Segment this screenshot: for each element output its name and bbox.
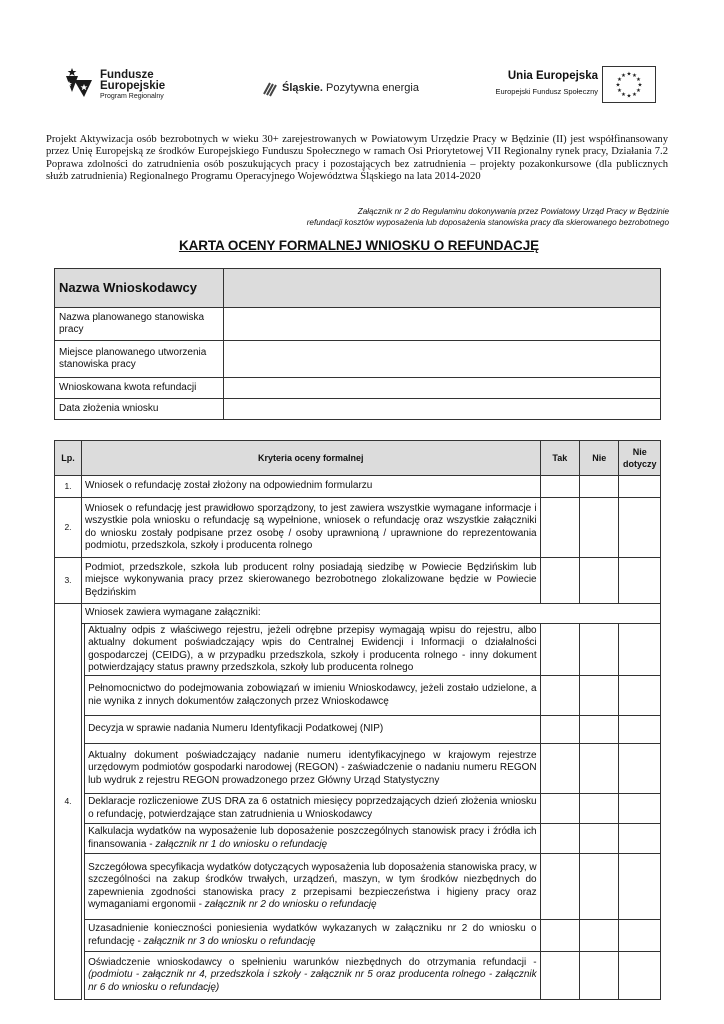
- no-header: Nie: [580, 441, 619, 476]
- attachment-text-plain: Oświadczenie wnioskodawcy o spełnieniu warunków niezbędnych do otrzymania refundacji -: [88, 957, 537, 969]
- attachment-na-cell[interactable]: [619, 744, 661, 794]
- eu-flag-icon: [602, 66, 656, 103]
- na-header: Nie dotyczy: [619, 441, 661, 476]
- fe-line-3: Program Regionalny: [100, 93, 164, 100]
- criteria-row-4-intro: [55, 604, 661, 624]
- date-field[interactable]: [224, 399, 661, 420]
- attachment-na-cell[interactable]: [619, 794, 661, 824]
- attachment-text-plain: Uzasadnienie konieczności poniesienia wydatków wykazanych w załączniku nr 2 do wniosku o refundację -: [88, 923, 537, 947]
- eu-star-icon: ★: [636, 77, 641, 83]
- attachment-text-plain: Kalkulacja wydatków na wyposażenie lub doposażenie poszczególnych stanowisk pracy i źródła ich finansowania -: [88, 826, 537, 850]
- attachment-na-cell[interactable]: [619, 920, 661, 952]
- criteria-row-1: [55, 476, 661, 498]
- fundusze-europejskie-icon: [64, 66, 94, 98]
- attachment-no-cell[interactable]: [580, 794, 619, 824]
- row-2-text: Wniosek o refundację jest prawidłowo sporządzony, to jest zawiera wszystkie wymagane informacje i wszystkie pola wniosku o refundację są wypełnione, wniosek o refundację oraz wszystkie załączniki do wniosku zostały podpisane przez osobę / osoby uprawnioną / uprawnione do reprezentowania podmiotu, przedszkola, szkoły i producenta rolnego: [81, 498, 540, 558]
- attachment-row: [55, 920, 661, 952]
- attachment-row: [55, 952, 661, 1000]
- row-1-text: Wniosek o refundację został złożony na odpowiednim formularzu: [81, 476, 540, 498]
- attachment-row: [55, 624, 661, 676]
- annex-line-1: Załącznik nr 2 do Regulaminu dokonywania przez Powiatowy Urząd Pracy w Będzinie: [357, 207, 669, 216]
- applicant-name-field[interactable]: [224, 269, 661, 308]
- ue-line-1: Unia Europejska: [507, 70, 598, 82]
- yes-header: Tak: [540, 441, 579, 476]
- place-label: Miejsce planowanego utworzenia stanowiska pracy: [55, 341, 224, 378]
- eu-star-icon: ★: [632, 72, 637, 79]
- applicant-name-label: Nazwa Wnioskodawcy: [55, 269, 224, 308]
- attachment-yes-cell[interactable]: [540, 854, 579, 920]
- date-label: Data złożenia wniosku: [55, 399, 224, 420]
- annex-line-2: refundacji kosztów wyposażenia lub doposażenia stanowiska pracy dla skierowanego bezrobotnego: [306, 217, 669, 227]
- position-label: Nazwa planowanego stanowiska pracy: [55, 308, 224, 341]
- applicant-name-row: [55, 269, 661, 308]
- attachment-yes-cell[interactable]: [540, 920, 579, 952]
- eu-star-icon: ★: [617, 88, 622, 94]
- eu-star-icon: ★: [621, 72, 626, 79]
- row-4-lp: 4.: [55, 604, 82, 1000]
- row-4-intro-text: Wniosek zawiera wymagane załączniki:: [81, 604, 660, 624]
- attachment-na-cell[interactable]: [619, 824, 661, 854]
- row-1-no-cell[interactable]: [580, 476, 619, 498]
- page-title: [0, 238, 724, 253]
- attachment-no-cell[interactable]: [580, 854, 619, 920]
- amount-label: Wnioskowana kwota refundacji: [55, 378, 224, 399]
- slaskie-rest-text: Pozytywna energia: [322, 82, 419, 94]
- lp-header: Lp.: [55, 441, 82, 476]
- attachment-row: [55, 716, 661, 744]
- position-row: [55, 308, 661, 341]
- attachment-text-italic: załącznik nr 3 do wniosku o refundację: [143, 935, 316, 947]
- row-2-na-cell[interactable]: [619, 498, 661, 558]
- row-3-na-cell[interactable]: [619, 558, 661, 604]
- slaskie-bold-text: Śląskie.: [282, 82, 323, 94]
- eu-star-icon: ★: [636, 88, 641, 94]
- row-3-no-cell[interactable]: [580, 558, 619, 604]
- fundusze-europejskie-logo: [64, 66, 194, 106]
- attachment-text: [85, 952, 541, 1000]
- criteria-header-row: [55, 441, 661, 476]
- logo-strip: [0, 58, 724, 108]
- row-3-yes-cell[interactable]: [540, 558, 579, 604]
- attachment-row: [55, 824, 661, 854]
- attachment-text-plain: Pełnomocnictwo do podejmowania zobowiązań w imieniu Wnioskodawcy, jeżeli zostało udzielone, a nie wynika z innych dokumentów załączonych przez Wnioskodawcę: [88, 683, 537, 707]
- project-description: Projekt Aktywizacja osób bezrobotnych w wieku 30+ zarejestrowanych w Powiatowym Urzędzie Pracy w Będzinie (II) jest współfinansowany przez Unię Europejską ze środków Europejskiego Funduszu Społecznego w ramach Osi Priorytetowej VII Regionalny rynek pracy, Działania 7.2 Poprawa zdolności do zatrudnienia osób poszukujących pracy i pozostających bez zatrudnienia – projekty pozakonkursowe (dla publicznych służb zatrudnienia) Regionalnego Programu Operacyjnego Województwa Śląskiego na lata 2014-2020: [46, 134, 668, 183]
- attachment-text-plain: Aktualny dokument poświadczający nadanie numeru identyfikacyjnego w krajowym rejestrze urzędowym podmiotów gospodarki narodowej (REGON) - zaświadczenie o nadaniu numeru REGON lub wydruk z rejestru REGON prowadzonego przez Główny Urząd Statystyczny: [88, 750, 537, 786]
- position-field[interactable]: [224, 308, 661, 341]
- attachment-yes-cell[interactable]: [540, 794, 579, 824]
- attachment-yes-cell[interactable]: [540, 744, 579, 794]
- attachment-text: [85, 676, 541, 716]
- attachment-no-cell[interactable]: [580, 952, 619, 1000]
- attachment-na-cell[interactable]: [619, 716, 661, 744]
- attachment-text: [85, 624, 541, 676]
- attachment-no-cell[interactable]: [580, 716, 619, 744]
- attachment-text-plain: Szczegółowa specyfikacja wydatków dotyczących wyposażenia lub doposażenia stanowiska pracy, w szczególności na zakup środków trwałych, urządzeń, maszyn, w tym środków niezbędnych do zapewnienia zgodności stanowiska pracy z przepisami bezpieczeństwa i higieny pracy oraz wymaganiami ergonomii -: [88, 862, 537, 910]
- row-2-no-cell[interactable]: [580, 498, 619, 558]
- ue-line-2: Europejski Fundusz Społeczny: [495, 87, 598, 96]
- applicant-table: [54, 268, 661, 420]
- eu-star-icon: ★: [621, 92, 626, 99]
- attachment-text: [85, 824, 541, 854]
- place-row: [55, 341, 661, 378]
- attachment-yes-cell[interactable]: [540, 824, 579, 854]
- slaskie-icon: [262, 80, 280, 98]
- attachment-text: [85, 854, 541, 920]
- attachment-yes-cell[interactable]: [540, 716, 579, 744]
- fe-line-1: Fundusze: [100, 69, 154, 81]
- eu-star-icon: ★: [615, 82, 621, 89]
- row-1-lp: 1.: [55, 476, 82, 498]
- eu-star-icon: ★: [626, 71, 632, 78]
- row-2-lp: 2.: [55, 498, 82, 558]
- attachment-yes-cell[interactable]: [540, 952, 579, 1000]
- row-1-na-cell[interactable]: [619, 476, 661, 498]
- row-2-yes-cell[interactable]: [540, 498, 579, 558]
- attachment-yes-cell[interactable]: [540, 676, 579, 716]
- eu-star-icon: ★: [632, 92, 637, 99]
- row-3-text: Podmiot, przedszkole, szkoła lub producent rolny posiadają siedzibę w Powiecie Będzińskim lub miejsce wykonywania pracy przez skierowanego bezrobotnego zlokalizowane będzie w Powiecie Będzińskim: [81, 558, 540, 604]
- attachment-text-italic: załącznik nr 2 do wniosku o refundację: [204, 898, 377, 910]
- criteria-row-2: [55, 498, 661, 558]
- attachment-text: [85, 920, 541, 952]
- attachment-row: [55, 676, 661, 716]
- attachment-text-italic: (podmiotu - załącznik nr 4, przedszkola i szkoły - załącznik nr 5 oraz producenta rolnego - załącznik nr 6 do wniosku o refundację): [88, 969, 537, 993]
- attachment-text: [85, 794, 541, 824]
- annex-note: [149, 207, 669, 228]
- attachment-na-cell[interactable]: [619, 676, 661, 716]
- attachment-text-plain: Aktualny odpis z właściwego rejestru, jeżeli odrębne przepisy wymagają wpisu do rejestru, albo aktualny dokument poświadczający wpis do Centralnej Ewidencji i Informacji o działalności gospodarczej (CEIDG), a w przypadku przedszkola, szkoły i producenta rolnego - inny dokument potwierdzający status prawny przedszkola, szkoły lub producenta rolnego: [88, 625, 537, 673]
- attachment-no-cell[interactable]: [580, 824, 619, 854]
- attachment-no-cell[interactable]: [580, 744, 619, 794]
- attachment-yes-cell[interactable]: [540, 624, 579, 676]
- date-row: [55, 399, 661, 420]
- criteria-header: Kryteria oceny formalnej: [81, 441, 540, 476]
- attachment-no-cell[interactable]: [580, 676, 619, 716]
- attachment-row: [55, 744, 661, 794]
- attachment-row: [55, 794, 661, 824]
- eu-star-icon: ★: [626, 93, 632, 100]
- place-field[interactable]: [224, 341, 661, 378]
- row-1-yes-cell[interactable]: [540, 476, 579, 498]
- amount-row: [55, 378, 661, 399]
- fe-line-2: Europejskie: [100, 80, 166, 92]
- criteria-row-3: [55, 558, 661, 604]
- attachment-na-cell[interactable]: [619, 854, 661, 920]
- amount-field[interactable]: [224, 378, 661, 399]
- attachment-text: [85, 744, 541, 794]
- page-title-text: KARTA OCENY FORMALNEJ WNIOSKU O REFUNDACJĘ: [178, 238, 540, 253]
- attachment-na-cell[interactable]: [619, 624, 661, 676]
- attachment-text: [85, 716, 541, 744]
- attachment-no-cell[interactable]: [580, 920, 619, 952]
- attachment-row: [55, 854, 661, 920]
- attachment-text-plain: Deklaracje rozliczeniowe ZUS DRA za 6 ostatnich miesięcy poprzedzających dzień złożenia wniosku o refundację, potwierdzające stan zatrudnienia u Wnioskodawcy: [88, 796, 537, 820]
- attachment-no-cell[interactable]: [580, 624, 619, 676]
- eu-star-icon: ★: [617, 77, 622, 83]
- attachment-na-cell[interactable]: [619, 952, 661, 1000]
- criteria-table: [54, 440, 661, 1000]
- unia-europejska-logo: [480, 66, 660, 106]
- row-3-lp: 3.: [55, 558, 82, 604]
- eu-star-icon: ★: [637, 82, 643, 89]
- attachment-text-plain: Decyzja w sprawie nadania Numeru Identyfikacji Podatkowej (NIP): [88, 723, 384, 735]
- attachment-text-italic: załącznik nr 1 do wniosku o refundację: [155, 838, 328, 850]
